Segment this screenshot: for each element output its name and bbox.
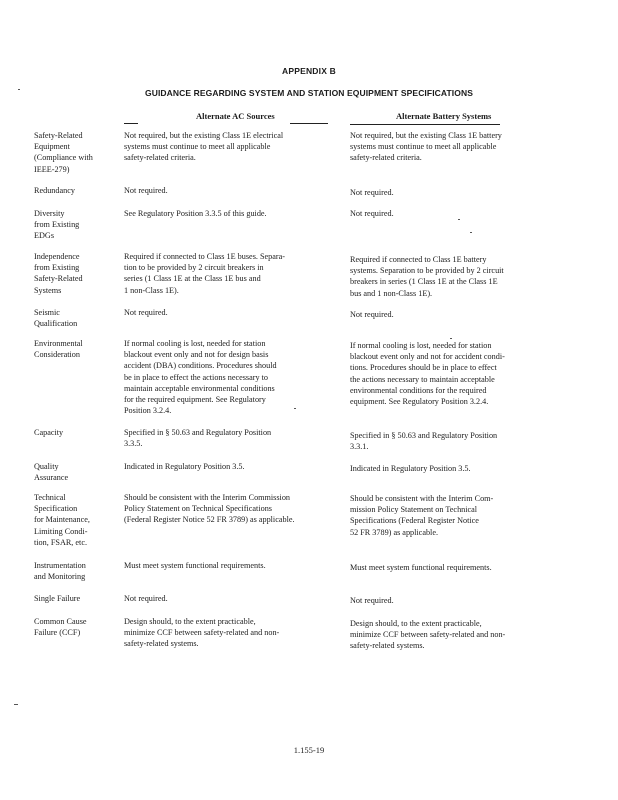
row-label: Instrumentation and Monitoring [34,561,86,582]
ac-sources-cell: Not required. [124,186,168,195]
page-number: 1.155-19 [293,745,325,755]
column-rule-ac-left [124,123,138,124]
row-label: Redundancy [34,186,75,195]
row-label: Seismic Qualification [34,308,78,329]
scan-speck [470,232,472,233]
battery-systems-cell: Design should, to the extent practicable, minimize CCF between safety-related and non- safety-related systems. [350,619,506,651]
battery-systems-cell: Not required. [350,310,394,319]
scan-speck [14,704,18,705]
row-label: Diversity from Existing EDGs [34,209,80,241]
ac-sources-cell: Must meet system functional requirements. [124,561,266,570]
row-label: Quality Assurance [34,462,69,483]
ac-sources-cell: Specified in § 50.63 and Regulatory Position 3.3.5. [124,428,272,449]
scan-speck [18,89,20,90]
column-header-ac-sources: Alternate AC Sources [196,111,275,121]
column-header-battery-systems: Alternate Battery Systems [396,111,492,121]
battery-systems-cell: Should be consistent with the Interim Com- mission Policy Statement on Technical Specifications (Federal Register Notice 52 FR 3789) as applicable. [350,494,494,537]
battery-systems-cell: Not required. [350,209,394,218]
ac-sources-cell: Not required. [124,308,168,317]
scan-speck [458,219,460,220]
row-label: Technical Specification for Maintenance, Limiting Condi- tion, FSAR, etc. [34,493,90,547]
ac-sources-cell: Should be consistent with the Interim Commission Policy Statement on Technical Specifications (Federal Register Notice 52 FR 3789) as applicable. [124,493,295,525]
scan-speck [294,408,296,409]
page-title: GUIDANCE REGARDING SYSTEM AND STATION EQUIPMENT SPECIFICATIONS [145,88,473,98]
appendix-heading: APPENDIX B [282,66,336,76]
battery-systems-cell: Indicated in Regulatory Position 3.5. [350,464,471,473]
row-label: Common Cause Failure (CCF) [34,617,87,638]
battery-systems-cell: If normal cooling is lost, needed for station blackout event only and not for accident condi- tions. Procedures should be in place to effect the actions necessary to maintain acceptable environmental conditions for the required equipment. See Regulatory Position 3.2.4. [350,341,505,407]
scan-speck [450,338,452,339]
ac-sources-cell: Indicated in Regulatory Position 3.5. [124,462,245,471]
ac-sources-cell: Not required. [124,594,168,603]
ac-sources-cell: See Regulatory Position 3.3.5 of this guide. [124,209,267,218]
ac-sources-cell: Required if connected to Class 1E buses. Separa- tion to be provided by 2 circuit breakers in series (1 Class 1E at the Class 1E bus and 1 non-Class 1E). [124,252,285,295]
battery-systems-cell: Required if connected to Class 1E battery systems. Separation to be provided by 2 circuit breakers in series (1 Class 1E at the Class 1E bus and 1 non-Class 1E). [350,255,504,298]
row-label: Capacity [34,428,64,437]
row-label: Environmental Consideration [34,339,83,360]
battery-systems-cell: Must meet system functional requirements. [350,563,492,572]
battery-systems-cell: Not required, but the existing Class 1E battery systems must continue to meet all applicable safety-related criteria. [350,131,502,163]
row-label: Independence from Existing Safety-Related Systems [34,252,83,295]
battery-systems-cell: Not required. [350,188,394,197]
battery-systems-cell: Not required. [350,596,394,605]
row-label: Single Failure [34,594,81,603]
column-rule-ac-right [290,123,328,124]
ac-sources-cell: Not required, but the existing Class 1E electrical systems must continue to meet all applicable safety-related criteria. [124,131,284,163]
ac-sources-cell: Design should, to the extent practicable, minimize CCF between safety-related and non- safety-related systems. [124,617,280,649]
battery-systems-cell: Specified in § 50.63 and Regulatory Position 3.3.1. [350,431,498,452]
ac-sources-cell: If normal cooling is lost, needed for station blackout event only and not for design basis accident (DBA) conditions. Procedures should be in place to effect the actions necessary to maintain acceptable environmental conditions for the required equipment. See Regulatory Position 3.2.4. [124,339,277,416]
column-rule-battery [350,124,500,125]
row-label: Safety-Related Equipment (Compliance with IEEE-279) [34,131,93,174]
